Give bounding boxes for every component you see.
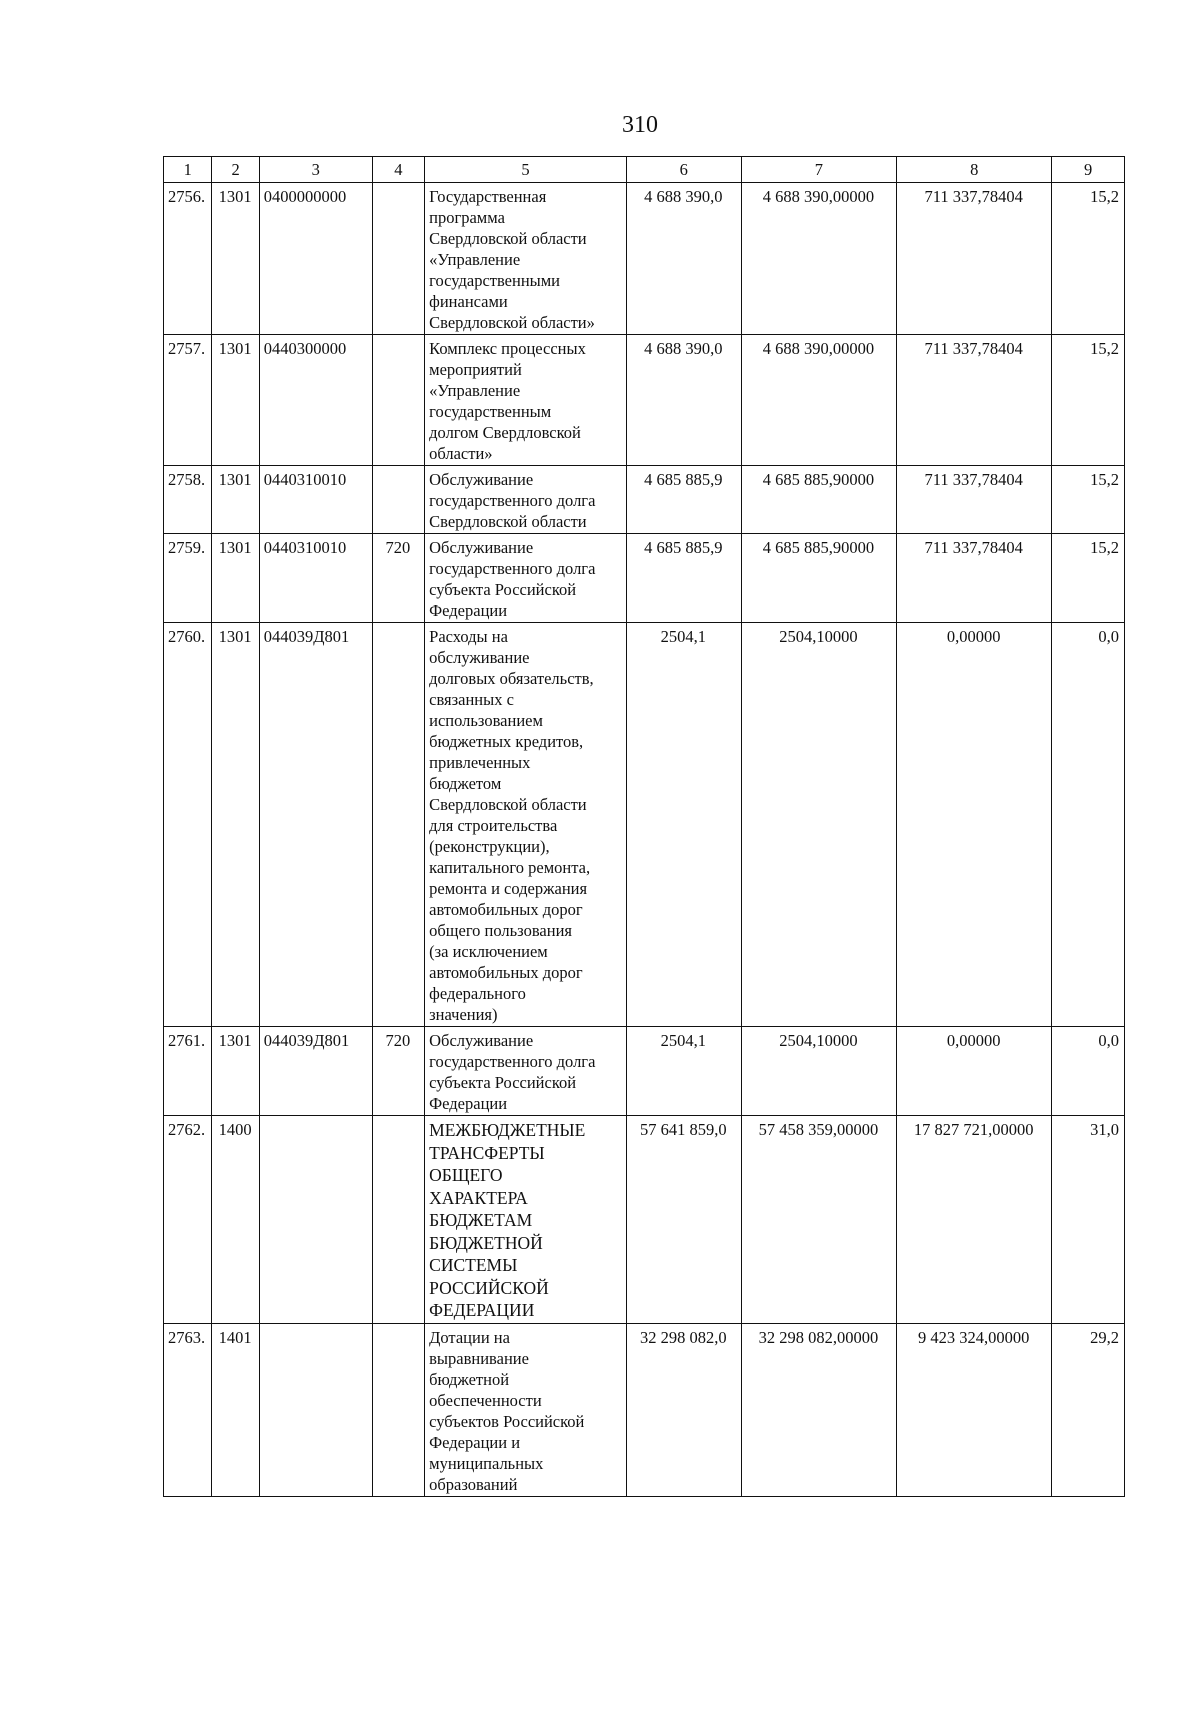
- section-code-cell: 1301: [212, 623, 259, 1027]
- item-name-cell: Обслуживание государственного долга субъекта Российской Федерации: [425, 1027, 627, 1116]
- target-article-cell: 0440310010: [259, 466, 372, 534]
- percent-cell: 0,0: [1052, 623, 1125, 1027]
- executed-amount-cell: 0,00000: [897, 623, 1052, 1027]
- row-number-cell: 2757.: [164, 335, 212, 466]
- table-row: [164, 1116, 1125, 1324]
- executed-amount-cell: 711 337,78404: [897, 466, 1052, 534]
- target-article-cell: 0440300000: [259, 335, 372, 466]
- percent-cell: 29,2: [1052, 1323, 1125, 1496]
- section-code-cell: 1301: [212, 183, 259, 335]
- budget-table: [163, 156, 1125, 1497]
- executed-amount-cell: 711 337,78404: [897, 183, 1052, 335]
- executed-amount-cell: 711 337,78404: [897, 534, 1052, 623]
- section-code-cell: 1401: [212, 1323, 259, 1496]
- row-number-cell: 2759.: [164, 534, 212, 623]
- plan-amount-cell: 32 298 082,0: [626, 1323, 741, 1496]
- row-number-cell: 2762.: [164, 1116, 212, 1324]
- column-header-7: 7: [741, 157, 896, 183]
- expense-type-cell: 720: [372, 534, 424, 623]
- target-article-cell: [259, 1323, 372, 1496]
- percent-cell: 0,0: [1052, 1027, 1125, 1116]
- approved-amount-cell: 4 688 390,00000: [741, 335, 896, 466]
- table-row: [164, 623, 1125, 1027]
- approved-amount-cell: 32 298 082,00000: [741, 1323, 896, 1496]
- executed-amount-cell: 0,00000: [897, 1027, 1052, 1116]
- column-header-8: 8: [897, 157, 1052, 183]
- column-header-3: 3: [259, 157, 372, 183]
- expense-type-cell: 720: [372, 1027, 424, 1116]
- table-row: [164, 466, 1125, 534]
- row-number-cell: 2763.: [164, 1323, 212, 1496]
- section-code-cell: 1301: [212, 1027, 259, 1116]
- plan-amount-cell: 2504,1: [626, 623, 741, 1027]
- approved-amount-cell: 4 685 885,90000: [741, 534, 896, 623]
- column-header-9: 9: [1052, 157, 1125, 183]
- item-name-cell: Расходы на обслуживание долговых обязательств, связанных с использованием бюджетных кредитов, привлеченных бюджетом Свердловской области для строительства (реконструкции), капитального ремонта, ремонта и содержания автомобильных дорог общего пользования (за исключением автомобильных дорог федерального значения): [425, 623, 627, 1027]
- target-article-cell: 044039Д801: [259, 623, 372, 1027]
- header-row: [164, 157, 1125, 183]
- approved-amount-cell: 4 685 885,90000: [741, 466, 896, 534]
- column-header-1: 1: [164, 157, 212, 183]
- percent-cell: 15,2: [1052, 466, 1125, 534]
- expense-type-cell: [372, 1323, 424, 1496]
- plan-amount-cell: 4 688 390,0: [626, 183, 741, 335]
- expense-type-cell: [372, 335, 424, 466]
- item-name-cell: Комплекс процессных мероприятий «Управление государственным долгом Свердловской области»: [425, 335, 627, 466]
- section-code-cell: 1301: [212, 466, 259, 534]
- approved-amount-cell: 2504,10000: [741, 623, 896, 1027]
- item-name-cell: МЕЖБЮДЖЕТНЫЕ ТРАНСФЕРТЫ ОБЩЕГО ХАРАКТЕРА БЮДЖЕТАМ БЮДЖЕТНОЙ СИСТЕМЫ РОССИЙСКОЙ ФЕДЕРАЦИИ: [425, 1116, 627, 1324]
- plan-amount-cell: 4 685 885,9: [626, 466, 741, 534]
- row-number-cell: 2756.: [164, 183, 212, 335]
- table-row: [164, 183, 1125, 335]
- column-header-4: 4: [372, 157, 424, 183]
- item-name-cell: Государственная программа Свердловской области «Управление государственными финансами Свердловской области»: [425, 183, 627, 335]
- target-article-cell: [259, 1116, 372, 1324]
- table-row: [164, 534, 1125, 623]
- expense-type-cell: [372, 1116, 424, 1324]
- executed-amount-cell: 17 827 721,00000: [897, 1116, 1052, 1324]
- item-name-cell: Обслуживание государственного долга Свердловской области: [425, 466, 627, 534]
- executed-amount-cell: 711 337,78404: [897, 335, 1052, 466]
- percent-cell: 31,0: [1052, 1116, 1125, 1324]
- table-row: [164, 1323, 1125, 1496]
- item-name-cell: Дотации на выравнивание бюджетной обеспеченности субъектов Российской Федерации и муниципальных образований: [425, 1323, 627, 1496]
- column-header-5: 5: [425, 157, 627, 183]
- column-header-2: 2: [212, 157, 259, 183]
- approved-amount-cell: 2504,10000: [741, 1027, 896, 1116]
- expense-type-cell: [372, 183, 424, 335]
- percent-cell: 15,2: [1052, 183, 1125, 335]
- percent-cell: 15,2: [1052, 534, 1125, 623]
- percent-cell: 15,2: [1052, 335, 1125, 466]
- plan-amount-cell: 4 688 390,0: [626, 335, 741, 466]
- approved-amount-cell: 57 458 359,00000: [741, 1116, 896, 1324]
- expense-type-cell: [372, 466, 424, 534]
- target-article-cell: 0400000000: [259, 183, 372, 335]
- table-body: [164, 183, 1125, 1497]
- plan-amount-cell: 2504,1: [626, 1027, 741, 1116]
- item-name-cell: Обслуживание государственного долга субъекта Российской Федерации: [425, 534, 627, 623]
- page-number: 310: [622, 112, 658, 138]
- executed-amount-cell: 9 423 324,00000: [897, 1323, 1052, 1496]
- table-row: [164, 335, 1125, 466]
- expense-type-cell: [372, 623, 424, 1027]
- approved-amount-cell: 4 688 390,00000: [741, 183, 896, 335]
- row-number-cell: 2760.: [164, 623, 212, 1027]
- plan-amount-cell: 57 641 859,0: [626, 1116, 741, 1324]
- section-code-cell: 1301: [212, 534, 259, 623]
- column-header-6: 6: [626, 157, 741, 183]
- section-code-cell: 1400: [212, 1116, 259, 1324]
- table-row: [164, 1027, 1125, 1116]
- target-article-cell: 0440310010: [259, 534, 372, 623]
- row-number-cell: 2761.: [164, 1027, 212, 1116]
- plan-amount-cell: 4 685 885,9: [626, 534, 741, 623]
- section-code-cell: 1301: [212, 335, 259, 466]
- row-number-cell: 2758.: [164, 466, 212, 534]
- target-article-cell: 044039Д801: [259, 1027, 372, 1116]
